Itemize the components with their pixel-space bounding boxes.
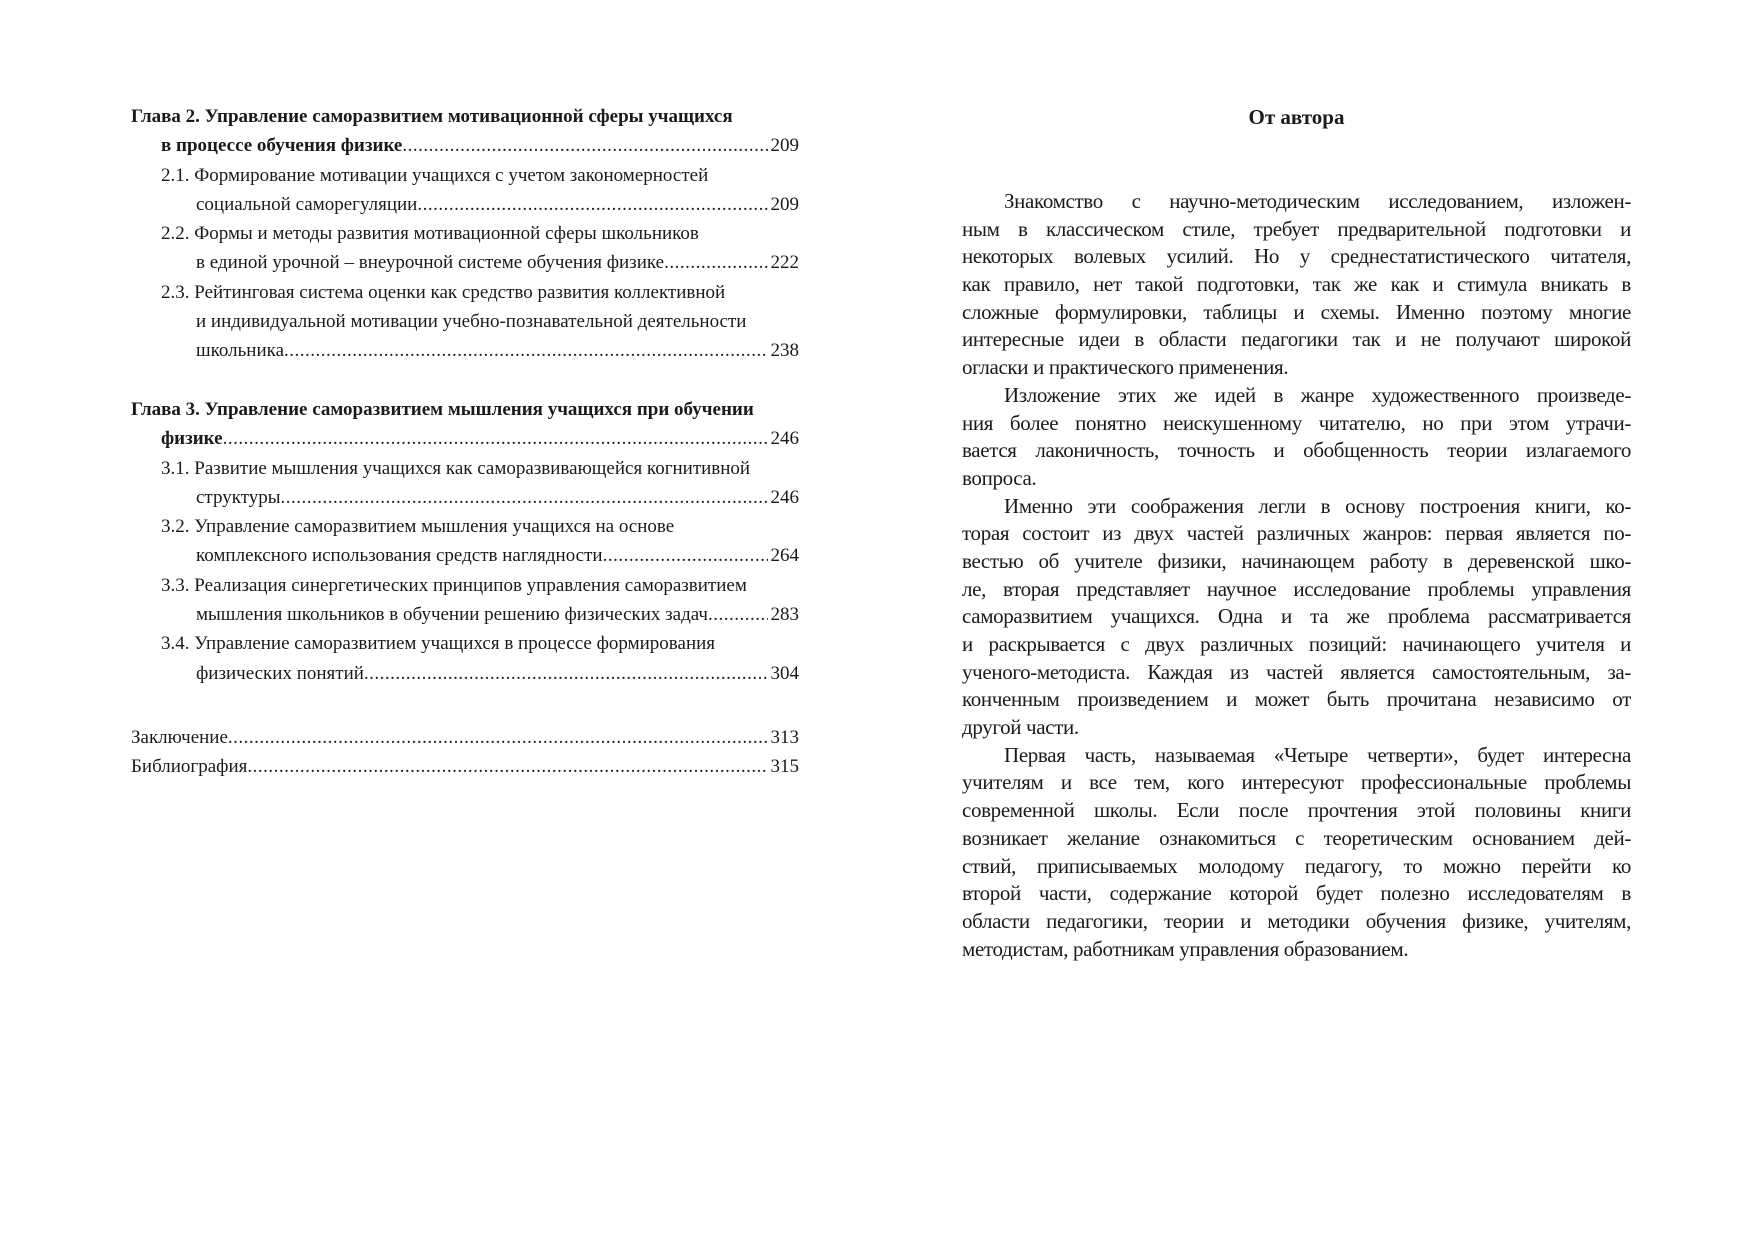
toc-entry-title: Заключение	[131, 726, 228, 748]
text-line: ным в классическом стиле, требует предварительной подготовки и	[962, 216, 1631, 241]
text-line: вопроса.	[962, 465, 1037, 490]
toc-entry-last-line	[131, 659, 799, 688]
text-line: как правило, нет такой подготовки, так же как и стимула вникать в	[962, 272, 1631, 297]
toc-entry-title: комплексного использования средств наглядности	[196, 545, 603, 567]
toc-entry	[131, 571, 799, 630]
dot-leader	[417, 190, 767, 219]
text-line: и раскрывается с двух различных позиций: начинающего учителя и	[962, 632, 1631, 656]
dot-leader	[402, 131, 767, 160]
toc-entry	[131, 752, 799, 781]
dot-leader	[228, 723, 768, 752]
toc-entry-title: социальной саморегуляции	[196, 193, 418, 215]
dot-leader	[223, 424, 768, 453]
toc-entry-title: 3.1. Развитие мышления учащихся как саморазвивающейся когнитивной	[161, 457, 751, 479]
dot-leader	[364, 659, 768, 688]
toc-entry-last-line	[131, 541, 799, 570]
text-line: другой части.	[962, 715, 1079, 740]
toc-entry-title: структуры	[196, 486, 281, 508]
dot-leader	[281, 483, 768, 512]
toc-entry-title: 2.1. Формирование мотивации учащихся с учетом закономерностей	[161, 164, 709, 186]
text-line: области педагогики, теории и методики обучения физике, учителям,	[962, 908, 1631, 933]
text-line: некоторых волевых усилий. Но у среднестатистического читателя,	[962, 244, 1631, 269]
toc-entry-title: Глава 3. Управление саморазвитием мышления учащихся при обучении	[131, 398, 754, 420]
dot-leader	[284, 336, 767, 365]
toc-entry-title: физике	[161, 428, 223, 450]
toc-entry	[131, 278, 799, 366]
dot-leader	[664, 248, 767, 277]
toc-page-number: 304	[770, 662, 799, 684]
toc-page-number: 315	[770, 756, 799, 778]
toc-entry	[131, 161, 799, 220]
toc-entry-title: Глава 2. Управление саморазвитием мотивационной сферы учащихся	[131, 106, 733, 127]
toc-entry-title: 2.3. Рейтинговая система оценки как средство развития коллективной	[161, 281, 726, 303]
toc-page-number: 209	[770, 193, 799, 215]
text-line: Именно эти соображения легли в основу построения книги, ко-	[1004, 493, 1631, 518]
toc-entry-last-line	[131, 752, 799, 781]
toc-entry	[131, 395, 799, 454]
paragraph	[962, 742, 1631, 964]
text-line: Знакомство с научно-методическим исследованием, изложен-	[1004, 189, 1631, 213]
text-line: ле, вторая представляет научное исследование проблемы управления	[962, 576, 1631, 601]
toc-page-number: 238	[770, 340, 799, 362]
toc-entry-title: в процессе обучения физике	[161, 135, 403, 157]
toc-entry	[131, 454, 799, 513]
toc-entry-last-line	[131, 336, 799, 365]
toc-entry-last-line	[131, 723, 799, 752]
toc-page-number: 283	[770, 604, 799, 626]
paragraph	[962, 493, 1631, 742]
toc-entry-title: школьника	[196, 340, 285, 362]
table-of-contents	[131, 102, 799, 782]
toc-entry-last-line	[131, 248, 799, 277]
toc-entry-last-line	[131, 131, 799, 160]
toc-entry-last-line	[131, 483, 799, 512]
toc-entry	[131, 723, 799, 752]
text-line: Первая часть, называемая «Четыре четверти», будет интересна	[1004, 742, 1631, 767]
text-line: ученого-методиста. Каждая из частей является самостоятельным, за-	[962, 659, 1631, 684]
text-line: саморазвитием учащихся. Одна и та же проблема рассматривается	[962, 604, 1631, 629]
toc-page-number: 222	[770, 252, 799, 274]
toc-entry	[131, 102, 799, 161]
toc-entry-title: 3.3. Реализация синергетических принципов управления саморазвитием	[161, 574, 747, 596]
text-line: конченным произведением и может быть прочитана независимо от	[962, 687, 1631, 712]
toc-entry	[131, 629, 799, 688]
toc-entry-title: мышления школьников в обучении решению физических задач	[196, 604, 708, 626]
toc-entry-title: физических понятий	[196, 662, 364, 684]
text-line: Изложение этих же идей в жанре художественного произведе-	[1004, 382, 1631, 407]
toc-page-number: 246	[770, 486, 799, 508]
toc-entry	[131, 512, 799, 571]
text-line: сложные формулировки, таблицы и схемы. Именно поэтому многие	[962, 299, 1631, 324]
text-line: вестью об учителе физики, начинающем работу в деревенской шко-	[962, 548, 1631, 573]
text-line: вается лаконичность, точность и обобщенность теории излагаемого	[962, 438, 1631, 463]
toc-entry-title: 2.2. Формы и методы развития мотивационной сферы школьников	[161, 223, 699, 245]
text-line: торая состоит из двух частей различных жанров: первая является по-	[962, 521, 1631, 546]
toc-page-number: 264	[770, 545, 799, 567]
toc-entry-title: и индивидуальной мотивации учебно-познавательной деятельности	[196, 311, 747, 333]
author-preface	[962, 102, 1631, 963]
toc-page-number: 209	[770, 135, 799, 157]
toc-entry-last-line	[131, 190, 799, 219]
toc-page-number: 246	[770, 428, 799, 450]
toc-page-number: 313	[770, 726, 799, 748]
text-line: огласки и практического применения.	[962, 355, 1289, 380]
toc-entry-title: Библиография	[131, 756, 248, 778]
toc-entry-title: 3.2. Управление саморазвитием мышления учащихся на основе	[161, 516, 675, 538]
paragraph	[962, 188, 1631, 382]
text-line: возникает желание ознакомиться с теоретическим основанием дей-	[962, 825, 1631, 850]
preface-title: От автора	[1248, 105, 1345, 129]
dot-leader	[603, 541, 768, 570]
text-line: ствий, приписываемых молодому педагогу, то можно перейти ко	[962, 853, 1631, 878]
paragraph	[962, 382, 1631, 493]
toc-entry-last-line	[131, 600, 799, 629]
toc-entry	[131, 219, 799, 278]
text-line: методистам, работникам управления образованием.	[962, 936, 1409, 961]
toc-entry-last-line	[131, 424, 799, 453]
preface-body	[962, 188, 1631, 963]
toc-entry-title: в единой урочной – внеурочной системе обучения физике	[196, 252, 665, 274]
toc-entry-title: 3.4. Управление саморазвитием учащихся в процессе формирования	[161, 633, 716, 655]
dot-leader	[247, 752, 767, 781]
text-line: современной школы. Если после прочтения этой половины книги	[962, 798, 1631, 823]
dot-leader	[708, 600, 768, 629]
text-line: интересные идеи в области педагогики так и не получают широкой	[962, 327, 1631, 352]
text-line: второй части, содержание которой будет полезно исследователям в	[962, 881, 1631, 906]
text-line: учителям и все тем, кого интересуют профессиональные проблемы	[962, 770, 1631, 795]
text-line: ния более понятно неискушенному читателю, но при этом утрачи-	[962, 410, 1631, 435]
